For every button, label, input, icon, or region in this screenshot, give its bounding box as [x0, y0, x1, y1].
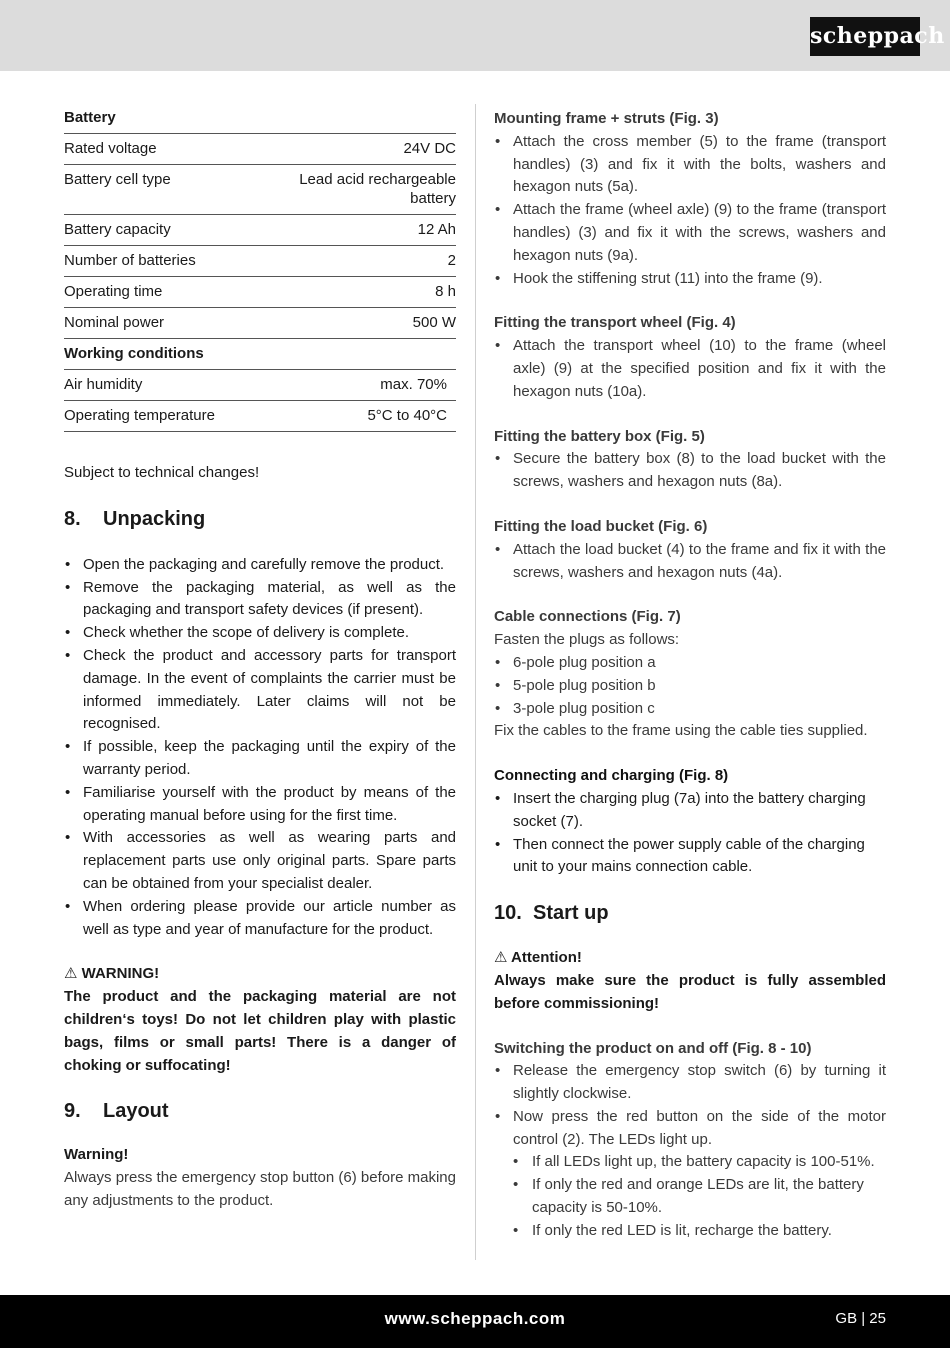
warning-heading: ⚠ WARNING! — [64, 965, 160, 983]
spec-label: Nominal power — [64, 314, 165, 331]
list-item: • Attach the load bucket (4) to the frame and fix it with the screws, washers and hexagon nuts (4a). — [494, 539, 886, 585]
table-row — [64, 308, 456, 339]
section-title: Unpacking — [103, 507, 206, 530]
table-row — [64, 215, 456, 246]
attention-heading: ⚠ Attention! — [494, 949, 582, 967]
list-item: • Familiarise yourself with the product by means of the operating manual before using for the first time. — [64, 782, 456, 828]
list-item: • Now press the red button on the side of the motor control (2). The LEDs light up. — [494, 1106, 886, 1152]
spec-header: Battery — [64, 109, 116, 126]
right-column — [494, 108, 886, 1243]
subsection-heading: Switching the product on and off (Fig. 8 - 10) — [494, 1039, 812, 1057]
subsection-heading: Connecting and charging (Fig. 8) — [494, 767, 729, 785]
list-item: • With accessories as well as wearing parts and replacement parts use only original parts. Spare parts can be obtained from your specialist dealer. — [64, 827, 456, 895]
list-item: • Secure the battery box (8) to the load bucket with the screws, washers and hexagon nuts (8a). — [494, 448, 886, 494]
spec-label: Air humidity — [64, 376, 143, 393]
list-item: • 3-pole plug position c — [494, 698, 886, 721]
list-item: • Release the emergency stop switch (6) by turning it slightly clockwise. — [494, 1060, 886, 1106]
section-number: 8. — [64, 507, 81, 530]
list-item: • Check the product and accessory parts for transport damage. In the event of complaints the carrier must be informed immediately. Later claims will not be recognised. — [64, 645, 456, 736]
list-item: • Remove the packaging material, as well as the packaging and transport safety devices (if present). — [64, 577, 456, 623]
page-number: GB | 25 — [835, 1310, 886, 1327]
section-heading-unpacking — [64, 506, 456, 532]
spec-value: max. 70% — [380, 376, 447, 393]
list-item: • If all LEDs light up, the battery capacity is 100-51%. — [494, 1151, 886, 1174]
cables-intro: Fasten the plugs as follows: — [494, 631, 680, 649]
table-row — [64, 339, 456, 370]
switching-list — [494, 1060, 886, 1151]
spec-value: Lead acid rechargeable battery — [299, 171, 456, 207]
cables-outro: Fix the cables to the frame using the cable ties supplied. — [494, 722, 868, 740]
subsection-heading: Fitting the load bucket (Fig. 6) — [494, 517, 708, 535]
section-heading-layout — [64, 1098, 456, 1124]
spec-label: Battery capacity — [64, 221, 171, 238]
list-item: • Attach the frame (wheel axle) (9) to the frame (transport handles) (3) and fix it with the screws, washers and hexagon nuts (9a). — [494, 199, 886, 267]
led-status-list — [494, 1151, 886, 1242]
list-item: • If possible, keep the packaging until the expiry of the warranty period. — [64, 736, 456, 782]
table-row — [64, 104, 456, 134]
load-bucket-list — [494, 539, 886, 585]
list-item: • 5-pole plug position b — [494, 675, 886, 698]
unpacking-list — [64, 554, 456, 942]
section-number: 9. — [64, 1100, 81, 1123]
section-title: Start up — [533, 902, 609, 925]
table-row — [64, 134, 456, 165]
list-item: • If only the red LED is lit, recharge the battery. — [494, 1220, 886, 1243]
section-number: 10. — [494, 902, 522, 925]
footer-bar — [0, 1295, 950, 1348]
brand-logo: scheppach — [810, 17, 920, 56]
warning-text: The product and the packaging material are not children‘s toys! Do not let children play with plastic bags, films or small parts! There is a danger of choking or suffocating! — [64, 988, 456, 1074]
list-item: • 6-pole plug position a — [494, 652, 886, 675]
layout-warning-heading: Warning! — [64, 1146, 129, 1164]
technical-note: Subject to technical changes! — [64, 464, 260, 481]
website-link[interactable]: www.scheppach.com — [384, 1309, 566, 1328]
list-item: • Then connect the power supply cable of the charging unit to your mains connection cable. — [494, 834, 886, 880]
spec-label: Rated voltage — [64, 140, 157, 157]
spec-label: Operating time — [64, 283, 163, 300]
list-item: • Hook the stiffening strut (11) into the frame (9). — [494, 268, 886, 291]
layout-warning-text: Always press the emergency stop button (6) before making any adjustments to the product. — [64, 1169, 456, 1209]
subsection-heading: Mounting frame + struts (Fig. 3) — [494, 110, 719, 127]
spec-table — [64, 104, 456, 432]
cables-list — [494, 652, 886, 720]
spec-value: 500 W — [412, 314, 456, 331]
list-item: • Open the packaging and carefully remove the product. — [64, 554, 456, 577]
left-column — [64, 104, 456, 1213]
spec-value: 8 h — [435, 283, 456, 300]
spec-value: 24V DC — [403, 140, 456, 157]
list-item: • Check whether the scope of delivery is complete. — [64, 622, 456, 645]
list-item: • Insert the charging plug (7a) into the battery charging socket (7). — [494, 788, 886, 834]
spec-label: Battery cell type — [64, 171, 171, 188]
subsection-heading: Fitting the battery box (Fig. 5) — [494, 427, 705, 445]
list-item: • Attach the cross member (5) to the frame (transport handles) (3) and fix it with the bolts, washers and hexagon nuts (5a). — [494, 131, 886, 199]
mounting-list — [494, 131, 886, 291]
spec-label: Operating temperature — [64, 407, 215, 424]
battery-box-list — [494, 448, 886, 494]
spec-value: 5°C to 40°C — [367, 407, 447, 424]
spec-value: 2 — [447, 252, 456, 269]
table-row — [64, 401, 456, 432]
spec-header: Working conditions — [64, 345, 204, 362]
section-heading-startup — [494, 900, 886, 926]
column-divider — [475, 104, 476, 1260]
table-row — [64, 370, 456, 401]
table-row — [64, 165, 456, 215]
table-row — [64, 246, 456, 277]
header-bar — [0, 0, 950, 71]
spec-value: 12 Ah — [417, 221, 456, 238]
subsection-heading: Cable connections (Fig. 7) — [494, 608, 681, 626]
list-item: • When ordering please provide our article number as well as type and year of manufacture for the product. — [64, 896, 456, 942]
wheel-list — [494, 335, 886, 403]
list-item: • Attach the transport wheel (10) to the frame (wheel axle) (9) at the specified position and fix it with the hexagon nuts (10a). — [494, 335, 886, 403]
charging-list — [494, 788, 886, 879]
list-item: • If only the red and orange LEDs are lit, the battery capacity is 50-10%. — [494, 1174, 886, 1220]
spec-label: Number of batteries — [64, 252, 196, 269]
subsection-heading: Fitting the transport wheel (Fig. 4) — [494, 314, 736, 332]
table-row — [64, 277, 456, 308]
section-title: Layout — [103, 1100, 169, 1123]
attention-text: Always make sure the product is fully assembled before commissioning! — [494, 971, 886, 1012]
